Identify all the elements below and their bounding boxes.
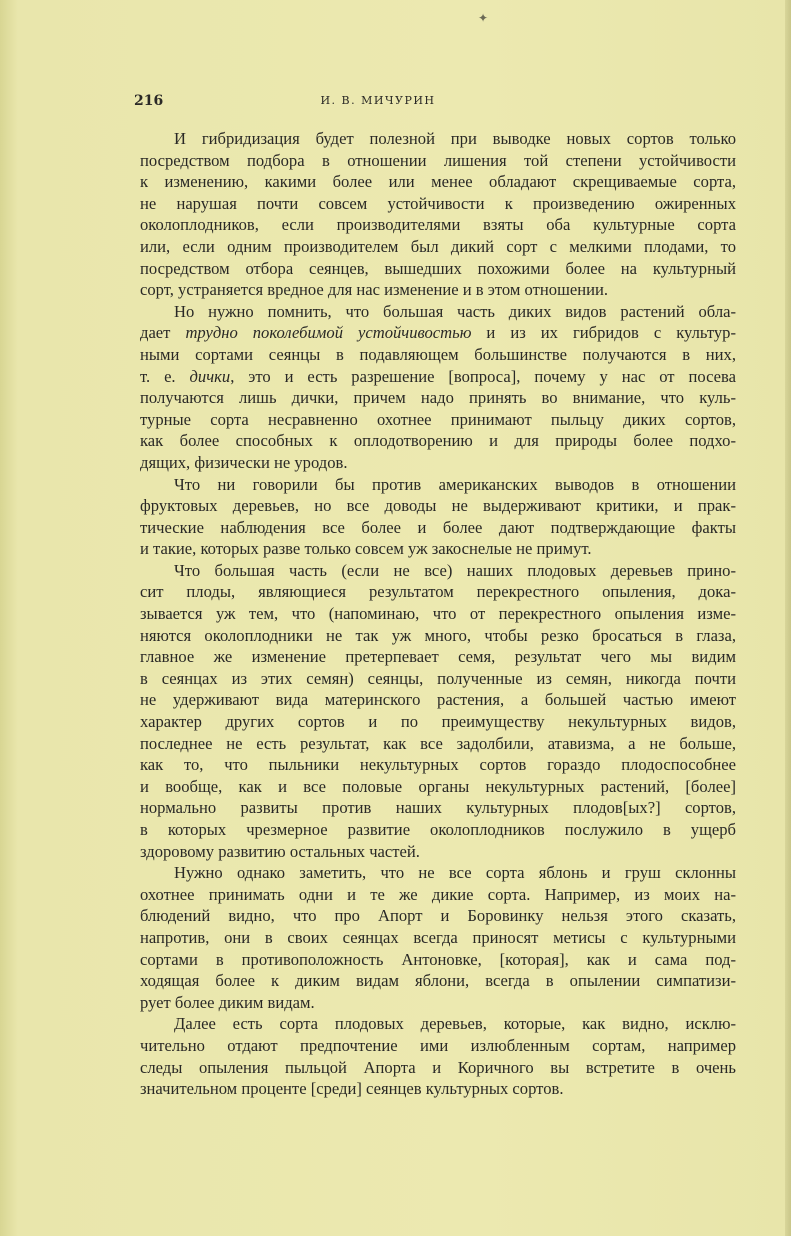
text-line: или, если одним производителем был дикий сорт с мелкими плодами, то (140, 236, 736, 256)
text-line: Нужно однако заметить, что не все сорта яблонь и груш склонны (174, 863, 736, 883)
text-line (140, 322, 736, 344)
text-line: рует более диким видам. (140, 992, 315, 1012)
text-line: зывается уж тем, что (напоминаю, что от перекрестного опыления изме- (140, 604, 736, 624)
text-line: сит плоды, являющиеся результатом перекрестного опыления, дока- (140, 582, 736, 602)
page-header (134, 93, 622, 113)
text-line: чительно отдают предпочтение ими излюбленным сортам, например (140, 1035, 736, 1055)
text-line: фруктовых деревьев, но все доводы не выдерживают критики, и прак- (140, 496, 736, 516)
paragraph-6 (140, 1013, 736, 1099)
italic-word: дички (189, 366, 231, 386)
text-line: посредством подбора в отношении лишения той степени устойчивости (140, 150, 736, 170)
text-line: охотнее принимать одни и те же дикие сорта. Например, из моих на- (140, 884, 736, 904)
text-line: здоровому развитию остальных частей. (140, 841, 420, 861)
text-line: сорт, устраняется вредное для нас изменение и в этом отношении. (140, 280, 608, 300)
text-line: характер других сортов и по преимуществу некультурных видов, (140, 712, 736, 732)
body-text (140, 128, 736, 1100)
print-mark-icon: ✦ (478, 11, 489, 25)
text-line: и такие, которых разве только совсем уж закоснелые не примут. (140, 539, 592, 559)
page-edge (785, 0, 791, 1236)
text-line: сортами в противоположность Антоновке, [которая], как и сама под- (140, 949, 736, 969)
text-line: главное же изменение претерпевает семя, результат чего мы видим (140, 647, 736, 667)
text-line: в сеянцах из этих семян) сеянцы, полученные из семян, никогда почти (140, 668, 736, 688)
italic-phrase: трудно поколебимой устойчивостью (185, 323, 472, 343)
paragraph-2 (140, 301, 736, 474)
text-line: турные сорта несравненно охотнее принимают пыльцу диких сортов, (140, 409, 736, 429)
text-line: к изменению, какими более или менее обладают скрещиваемые сорта, (140, 172, 736, 192)
text-line: как то, что пыльники некультурных сортов гораздо плодоспособнее (140, 755, 736, 775)
text-line: получаются лишь дички, причем надо принять во внимание, что куль- (140, 388, 736, 408)
paragraph-4 (140, 560, 736, 862)
text-segment: дает (140, 323, 171, 343)
text-line: ходящая более к диким видам яблони, всегда в опылении симпатизи- (140, 971, 736, 991)
text-line (140, 366, 736, 388)
page-number: 216 (134, 93, 164, 109)
text-line: как более способных к оплодотворению и для природы более подхо- (140, 431, 736, 451)
text-line: значительном проценте [среди] сеянцев культурных сортов. (140, 1079, 564, 1099)
text-line: нормально развиты против наших культурных плодов[ых?] сортов, (140, 798, 736, 818)
text-line: блюдений видно, что про Апорт и Боровинку нельзя этого сказать, (140, 906, 736, 926)
text-line: посредством отбора сеянцев, вышедших похожими более на культурный (140, 258, 736, 278)
text-line: Что большая часть (если не все) наших плодовых деревьев прино- (174, 560, 736, 580)
running-title: И. В. МИЧУРИН (320, 94, 436, 107)
text-line: Что ни говорили бы против американских выводов в отношении (174, 474, 736, 494)
text-line: не нарушая почти совсем устойчивости к произведению ожиренных (140, 193, 736, 213)
text-segment: т. е. (140, 366, 176, 386)
text-line: дящих, физически не уродов. (140, 452, 348, 472)
text-segment: , это и есть разрешение [вопроса], почему у нас от посева (230, 366, 736, 386)
text-line: И гибридизация будет полезной при выводке новых сортов только (174, 129, 736, 148)
text-line: околоплодников, если производителями взяты оба культурные сорта (140, 215, 736, 235)
text-line: последнее не есть результат, как все задолбили, атавизма, а не больше, (140, 733, 736, 753)
text-line: Но нужно помнить, что большая часть диких видов растений обла- (174, 301, 736, 321)
text-line: ными сортами сеянцы в подавляющем большинстве получаются в них, (140, 344, 736, 364)
text-line: не удерживают вида материнского растения, а большей частью имеют (140, 690, 736, 710)
paragraph-1 (140, 128, 736, 301)
text-line: Далее есть сорта плодовых деревьев, которые, как видно, исклю- (174, 1014, 736, 1034)
text-segment: и из их гибридов с культур- (486, 323, 736, 343)
paragraph-3 (140, 474, 736, 560)
text-line: следы опыления пыльцой Апорта и Коричного вы встретите в очень (140, 1057, 736, 1077)
text-line: няются околоплодники не так уж много, чтобы резко бросаться в глаза, (140, 625, 736, 645)
text-line: и вообще, как и все половые органы некультурных растений, [более] (140, 776, 736, 796)
text-line: тические наблюдения все более и более дают подтверждающие факты (140, 517, 736, 537)
text-line: в которых чрезмерное развитие околоплодников послужило в ущерб (140, 820, 736, 839)
text-line: напротив, они в своих сеянцах всегда приносят метисы с культурными (140, 927, 736, 947)
paragraph-5 (140, 862, 736, 1013)
